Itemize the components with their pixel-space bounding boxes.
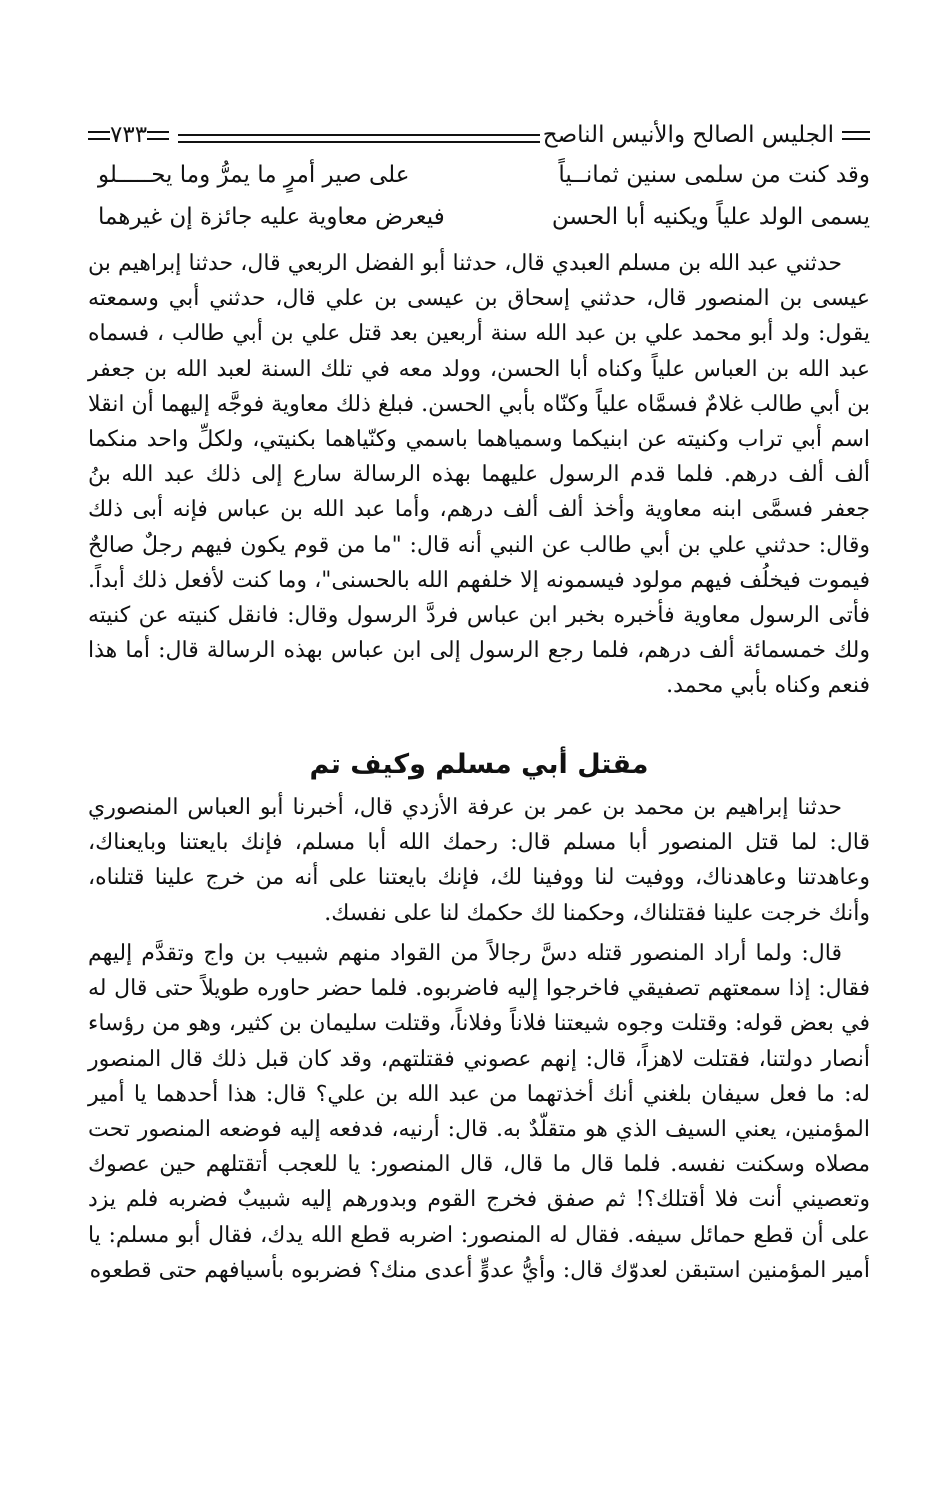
header-ornament-line [147, 131, 169, 140]
verse-1-second-hemistich: على صير أمرٍ ما يمرُّ وما يحـــــلو [98, 162, 410, 188]
header-title-group [543, 122, 870, 148]
header-ornament-line [88, 131, 110, 140]
running-header [88, 118, 870, 162]
book-title: الجليس الصالح والأنيس الناصح [542, 122, 834, 148]
header-rule [178, 134, 540, 143]
book-page [88, 118, 870, 1418]
header-page-group [88, 122, 169, 148]
paragraph-killing-account: قال: ولما أراد المنصور قتله دسَّ رجالاً من القواد منهم شبيب بن واج وتقدَّم إليهم فقال: إذا سمعتهم تصفيقي فاخرجوا إليه فاضربوه. فلما حضر حاوره طويلاً حتى قال له في بعض قوله: وقتلت وجوه شيعتنا فلاناً وفلاناً، وقتلت سليمان بن كثير، وهو من رؤساء أنصار دولتنا، فقتلت لاهزاً، قال: إنهم عصوني فقتلتهم، وقد كان قبل ذلك قال المنصور له: ما فعل سيفان بلغني أنك أخذتهما من عبد الله بن علي؟ قال: هذا أحدهما يا أمير المؤمنين، يعني السيف الذي هو متقلّدٌ به. قال: أرنيه، فدفعه إليه فوضعه المنصور تحت مصلاه وسكنت نفسه. فلما قال ما قال، قال المنصور: يا للعجب أتقتلهم حين عصوك وتعصيني أنت فلا أقتلك؟! ثم صفق فخرج القوم وبدورهم إليه شبيبٌ فضربه فلم يزد على أن قطع حمائل سيفه. فقال له المنصور: اضربه قطع الله يدك، فقال أبو مسلم: يا أمير المؤمنين استبقن لعدوّك قال: وأيُّ عدوٍّ أعدى منك؟ فضربوه بأسيافهم حتى قطعوه [88, 941, 870, 1283]
paragraph-naming-story: حدثني عبد الله بن مسلم العبدي قال، حدثنا أبو الفضل الربعي قال، حدثنا إبراهيم بن عيسى بن المنصور قال، حدثني إسحاق بن عيسى بن علي قال، حدثني أبي وسمعته يقول: ولد أبو محمد علي بن عبد الله سنة أربعين بعد قتل علي بن أبي طالب ، فسماه عبد الله بن العباس علياً وكناه أبا الحسن، وولد معه في تلك السنة لعبد الله بن جعفر بن أبي طالب غلامٌ فسمَّاه علياً وكنّاه بأبي الحسن. فبلغ ذلك معاوية فوجَّه إليهما أن انقلا اسم أبي تراب وكنيته عن ابنيكما وسمياهما باسمي وكنّياهما بكنيتي، ولكلِّ واحد منكما ألف ألف درهم. فلما قدم الرسول عليهما بهذه الرسالة سارع إلى ذلك عبد الله بنُ جعفر فسمَّى ابنه معاوية وأخذ ألف ألف درهم، وأما عبد الله بن عباس فإنه أبى ذلك وقال: حدثني علي بن أبي طالب عن النبي أنه قال: "ما من قوم يكون فيهم رجلٌ صالحٌ فيموت فيخلُف فيهم مولود فيسمونه إلا خلفهم الله بالحسنى"، وما كنت لأفعل ذلك أبداً. فأتى الرسول معاوية فأخبره بخبر ابن عباس فردَّ الرسول وقال: فانقل كنيته عن كنيته ولك خمسمائة ألف درهم، فلما رجع الرسول إلى ابن عباس بهذه الرسالة قال: أما هذا فنعم وكناه بأبي محمد. [88, 251, 870, 699]
verse-2-first-hemistich: يسمى الولد علياً ويكنيه أبا الحسن [551, 204, 870, 230]
header-ornament-line [842, 131, 870, 140]
section-heading: مقتل أبي مسلم وكيف تم [309, 749, 649, 780]
poem-verses [88, 162, 870, 246]
verse-2-second-hemistich: فيعرض معاوية عليه جائزة إن غيرهما [98, 204, 445, 230]
paragraph-mansur-speech: حدثنا إبراهيم بن محمد بن عمر بن عرفة الأزدي قال، أخبرنا أبو العباس المنصوري قال: لما قتل المنصور أبا مسلم قال: رحمك الله أبا مسلم، فإنك بايعتنا وبايعناك، وعاهدتنا وعاهدناك، ووفيت لنا ووفينا لك، فإنك بايعتنا على أنه من خرج علينا قتلناه، وأنك خرجت علينا فقتلناك، وحكمنا لك حكمك لنا على نفسك. [88, 795, 870, 926]
page-number: ٧٣٣ [110, 122, 148, 148]
verse-1-first-hemistich: وقد كنت من سلمى سنين ثمانــياً [558, 162, 870, 188]
